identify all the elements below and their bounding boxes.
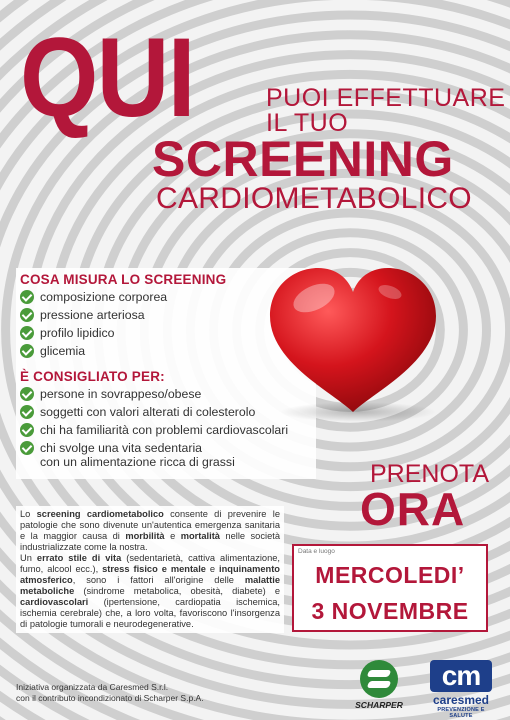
check-icon <box>20 344 34 358</box>
list-item: profilo lipidico <box>20 326 310 340</box>
date-box <box>292 544 488 632</box>
list-item: soggetti con valori alterati di colesterolo <box>20 405 310 419</box>
description-paragraph-2: Un errato stile di vita (sedentarietà, cattiva alimentazione, fumo, alcool ecc.), stress fisico e mentale e inquinamento atmosferico, sono i fattori all'origine delle malattie metaboliche (sindrome metabolica, obesità, diabete) e cardiovascolari (ipertensione, cardiopatia ischemica, ischemia cerebrale) che, a loro volta, favoriscono l'insorgenza di patologie tumorali e neurodegenerative. <box>20 553 280 629</box>
footer-credits: Iniziativa organizzata da Caresmed S.r.l. con il contributo incondizionato di Scharper S.p.A. <box>16 682 204 703</box>
headline-subtitle <box>266 86 505 136</box>
caresmed-logo <box>426 660 496 719</box>
description-paragraph-1: Lo screening cardiometabolico consente di prevenire le patologie che sono divenute un'autentica emergenza sanitaria e la maggior causa di morbilità e mortalità nelle società industrializzate come la nostra. <box>20 509 280 552</box>
list-item: composizione corporea <box>20 290 310 304</box>
headline-cardiometabolico: CARDIOMETABOLICO <box>156 182 472 215</box>
headline-screening: SCREENING <box>152 131 454 187</box>
check-icon <box>20 387 34 401</box>
description-text <box>16 506 284 633</box>
heart-image <box>262 262 444 424</box>
headline-qui: QUI <box>20 15 194 140</box>
list-item: pressione arteriosa <box>20 308 310 322</box>
caresmed-tagline: PREVENZIONE E SALUTE <box>437 707 485 719</box>
check-icon <box>20 308 34 322</box>
scharper-name: SCHARPER <box>355 700 403 710</box>
date-label: Data e luogo <box>298 548 335 555</box>
check-icon <box>20 326 34 340</box>
list-item: glicemia <box>20 344 310 358</box>
ora-label: ORA <box>360 483 466 535</box>
headline-line2: IL TUO <box>266 109 349 137</box>
consigliato-title: È CONSIGLIATO PER: <box>20 369 165 384</box>
caresmed-name: caresmed <box>432 693 490 707</box>
headline-line1: PUOI EFFETTUARE <box>266 84 506 112</box>
list-item: chi svolge una vita sedentaria con un alimentazione ricca di grassi <box>20 441 310 469</box>
check-icon <box>20 441 34 455</box>
misura-title: COSA MISURA LO SCREENING <box>20 272 227 287</box>
scharper-logo <box>346 660 412 710</box>
prenota-label: PRENOTA <box>370 460 489 488</box>
date-month: 3 NOVEMBRE <box>311 598 469 624</box>
scharper-mark-icon <box>360 660 398 698</box>
headline <box>0 0 510 230</box>
caresmed-mark-icon: cm <box>430 660 492 692</box>
check-icon <box>20 405 34 419</box>
date-day: MERCOLEDI’ <box>315 562 465 588</box>
list-item: persone in sovrappeso/obese <box>20 387 310 401</box>
check-icon <box>20 290 34 304</box>
list-item: chi ha familiarità con problemi cardiovascolari <box>20 423 310 437</box>
check-icon <box>20 423 34 437</box>
